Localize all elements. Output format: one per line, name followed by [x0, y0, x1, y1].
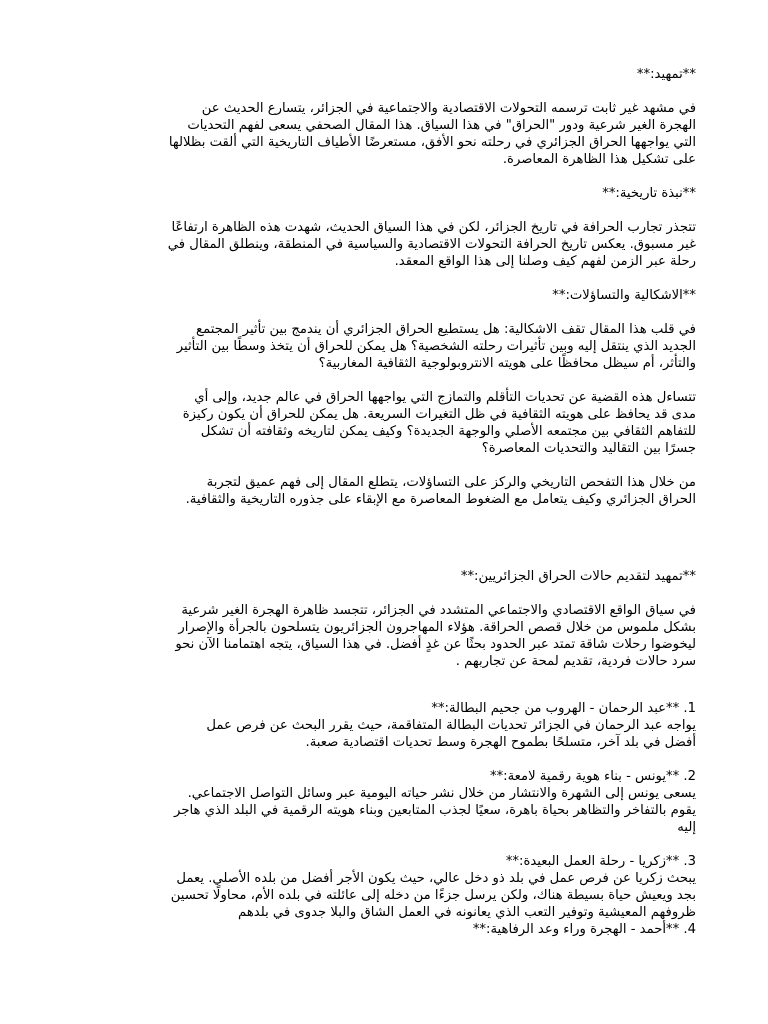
text-line: الجديد الذي ينتقل إليه وبين تأثيرات رحلته الشخصية؟ هل يمكن للحراق أن يتخذ وسطًا بين التأثير	[176, 339, 696, 354]
document-page	[96, 66, 696, 938]
intro-heading: **تمهيد:**	[636, 67, 696, 82]
text-line: ليخوضوا رحلات شاقة تمتد عبر الحدود بحثًا عن غدٍ أفضل. في هذا السياق، يتجه اهتمامنا الآن نحو	[175, 637, 696, 652]
text-line: التي يواجهها الحراق الجزائري في رحلته نحو الأفق، مستعرضًا الأطياف التاريخية التي ألقت بظلالها	[168, 135, 696, 150]
text-line: أفضل في بلد آخر، متسلحًا بطموح الهجرة وسط تحديات اقتصادية صعبة.	[305, 735, 696, 750]
text-line: للتفاهم الثقافي بين مجتمعه الأصلي والوجهة الجديدة؟ وكيف يمكن لتاريخه وثقافته أن تشكل	[200, 424, 696, 439]
case-item-body	[96, 717, 696, 751]
text-line: من خلال هذا التفحص التاريخي والركز على التساؤلات، يتطلع المقال إلى فهم عميق لتجربة	[206, 475, 696, 490]
text-line: مدى قد يحافظ على هويته الثقافية في ظل التغيرات السريعة. هل يمكن للحراق أن يكون ركيزة	[182, 407, 696, 422]
text-line: والتأثر، أم سيظل محافظًا على هويته الانتروبولوجية الثقافية المغاربية؟	[318, 356, 696, 371]
case-item-body	[96, 785, 696, 836]
text-line: يبحث زكريا عن فرص عمل في بلد ذو دخل عالي، حيث يكون الأجر أفضل من بلده الأصلي. يعمل	[176, 871, 696, 886]
text-line: يواجه عبد الرحمان في الجزائر تحديات البطالة المتفاقمة، حيث يقرر البحث عن فرص عمل	[206, 718, 696, 733]
intro-paragraph	[96, 100, 696, 168]
text-line: جسرًا بين التقاليد والتحديات المعاصرة؟	[481, 441, 696, 456]
case-item-title: 4. **أحمد - الهجرة وراء وعد الرفاهية:**	[472, 922, 696, 937]
case-item-title: 1. **عبد الرحمان - الهروب من جحيم البطالة:**	[431, 701, 696, 716]
text-line: غير مسبوق. يعكس تاريخ الحرافة التحولات الاقتصادية والسياسية في المنطقة، وينطلق المقال في	[167, 237, 696, 252]
problem-heading: **الاشكالية والتساؤلات:**	[552, 288, 696, 303]
problem-paragraph-2	[96, 389, 696, 457]
text-line: يقوم بالتفاخر والتظاهر بحياة باهرة، سعيًا لجذب المتابعين وبناء هويته الرقمية في البلد الذي هاجر	[174, 803, 696, 818]
text-line: بشكل ملموس من خلال قصص الحراقة. هؤلاء المهاجرون الجزائريون يتسلحون بالجرأة والإصرار	[178, 620, 696, 635]
text-line: سرد حالات فردية، تقديم لمحة عن تجاربهم .	[455, 654, 696, 669]
text-line: في قلب هذا المقال تقف الاشكالية: هل يستطيع الحراق الجزائري أن يندمج بين تأثير المجتمع	[196, 322, 696, 337]
text-line: الهجرة الغير شرعية ودور "الحراق" في هذا السياق. هذا المقال الصحفي يسعى لفهم التحديات	[187, 118, 696, 133]
text-line: في مشهد غير ثابت ترسمه التحولات الاقتصادية والاجتماعية في الجزائر، يتسارع الحديث عن	[201, 101, 696, 116]
text-line: بجد ويعيش حياة بسيطة هناك، ولكن يرسل جزءًا من دخله إلى عائلته في بلده الأم، محاولًا تحسين	[170, 888, 696, 903]
text-line: ظروفهم المعيشية وتوفير التعب الذي يعانونه في العمل الشاق والبلا جدوى في بلدهم	[238, 905, 696, 920]
history-paragraph	[96, 219, 696, 270]
case-item-title: 2. **يونس - بناء هوية رقمية لامعة:**	[489, 769, 696, 784]
text-line: رحلة عبر الزمن لفهم كيف وصلنا إلى هذا الواقع المعقد.	[394, 254, 696, 269]
text-line: في سياق الواقع الاقتصادي والاجتماعي المتشدد في الجزائر، تتجسد ظاهرة الهجرة الغير شرعية	[181, 603, 696, 618]
case-item-body	[96, 870, 696, 921]
text-line: إليه	[677, 820, 696, 835]
cases-heading: **تمهيد لتقديم حالات الحراق الجزائريين:**	[460, 569, 696, 584]
problem-paragraph-1	[96, 321, 696, 372]
history-heading: **نبذة تاريخية:**	[602, 186, 696, 201]
case-item-title: 3. **زكريا - رحلة العمل البعيدة:**	[505, 854, 696, 869]
text-line: تتساءل هذه القضية عن تحديات التأقلم والتمازج التي يواجهها الحراق في عالم جديد، وإلى أي	[194, 390, 696, 405]
cases-paragraph	[96, 602, 696, 670]
text-line: يسعى يونس إلى الشهرة والانتشار من خلال نشر حياته اليومية عبر وسائل التواصل الاجتماعي.	[187, 786, 696, 801]
text-line: الحراق الجزائري وكيف يتعامل مع الضغوط المعاصرة مع الإبقاء على جذوره التاريخية والثقافية.	[185, 492, 696, 507]
problem-paragraph-3	[96, 474, 696, 508]
text-line: تتجذر تجارب الحرافة في تاريخ الجزائر، لكن في هذا السياق الحديث، شهدت هذه الظاهرة ارتفاعًا	[171, 220, 696, 235]
text-line: على تشكيل هذا الظاهرة المعاصرة.	[502, 152, 696, 167]
